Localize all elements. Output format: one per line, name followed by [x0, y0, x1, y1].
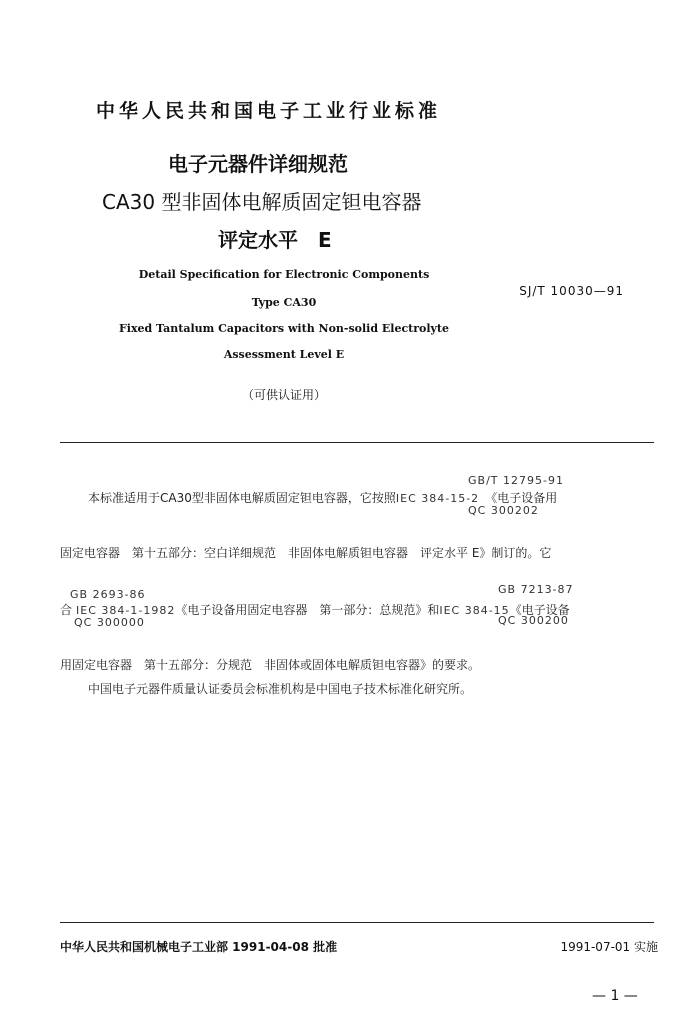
paragraph-1-lead: 本标准适用于CA30型非固体电解质固定钽电容器，它按照 — [88, 491, 396, 505]
paragraph-3-middle: 《电子设备用固定电容器 第一部分：总规范》和 — [175, 603, 440, 617]
reference-gb-7213: GB 7213-87 — [498, 583, 574, 596]
paragraph-1-tail: 《电子设备用 — [485, 491, 558, 505]
top-divider — [60, 442, 654, 443]
chinese-title-line-2: CA30 型非固体电解质固定钽电容器 — [102, 190, 422, 214]
paragraph-2-text: 固定电容器 第十五部分：空白详细规范 非固体电解质钽电容器 评定水平 E》制订的。它 — [60, 546, 552, 560]
reference-gbt-12795: GB/T 12795-91 — [468, 474, 564, 487]
standard-number: SJ/T 10030—91 — [519, 284, 624, 298]
certification-note: （可供认证用） — [241, 388, 326, 402]
standard-category-header: 中华人民共和国电子工业行业标准 — [96, 100, 442, 122]
reference-iec-384-15: IEC 384-15 — [439, 604, 510, 617]
chinese-title-line-1: 电子元器件详细规范 — [168, 152, 348, 176]
reference-iec-384-1: IEC 384-1-1982 — [76, 604, 176, 617]
bottom-divider — [60, 922, 654, 923]
implementation-date: 1991-07-01 实施 — [560, 940, 658, 954]
paragraph-3-suffix: 《电子设备 — [509, 603, 570, 617]
reference-qc-300202: QC 300202 — [468, 504, 539, 517]
reference-qc-300200: QC 300200 — [498, 614, 569, 627]
approval-statement: 中华人民共和国机械电子工业部 1991-04-08 批准 — [60, 940, 338, 954]
chinese-title-line-3: 评定水平 E — [218, 228, 332, 252]
english-title-line-3: Fixed Tantalum Capacitors with Non-solid Electrolyte — [118, 322, 450, 335]
reference-iec-384-15-2: IEC 384-15-2 — [395, 492, 480, 505]
reference-qc-300000: QC 300000 — [74, 616, 145, 629]
paragraph-3-prefix: 合 — [60, 603, 73, 617]
english-title-line-4: Assessment Level E — [223, 348, 345, 361]
paragraph-4-text: 用固定电容器 第十五部分：分规范 非固体或固体电解质钽电容器》的要求。 — [60, 658, 481, 672]
page-number: — 1 — — [592, 988, 638, 1004]
paragraph-5-text: 中国电子元器件质量认证委员会标准机构是中国电子技术标准化研究所。 — [88, 682, 473, 696]
english-title-line-2: Type CA30 — [251, 296, 317, 309]
reference-gb-2693: GB 2693-86 — [70, 588, 146, 601]
english-title-line-1: Detail Specification for Electronic Components — [138, 268, 430, 281]
